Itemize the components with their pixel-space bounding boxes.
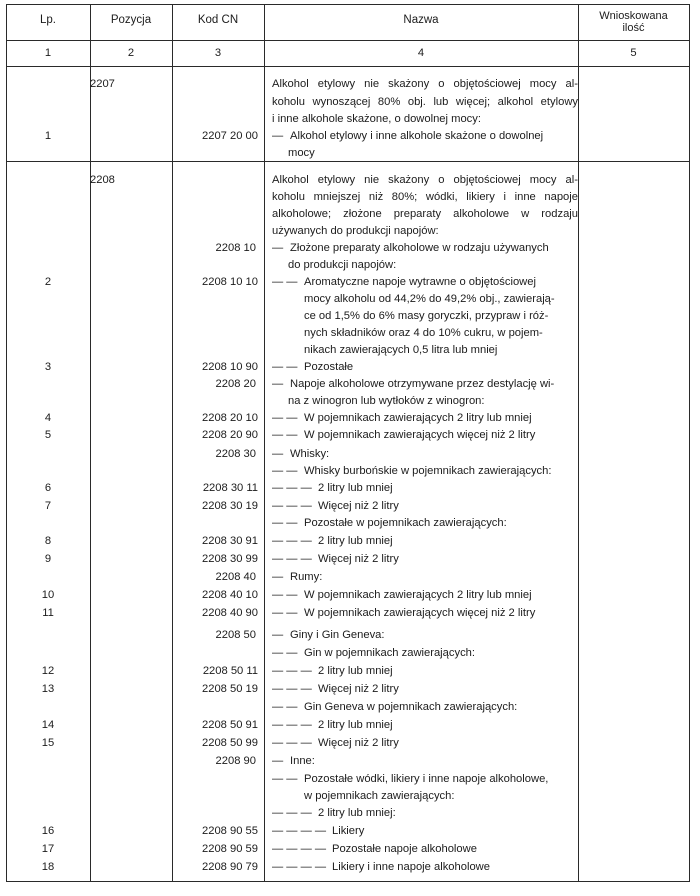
row-nazwa bbox=[272, 663, 393, 680]
row-lp: 13 bbox=[41, 683, 55, 695]
row-kod-cn: 2208 30 19 bbox=[202, 500, 258, 512]
table-row bbox=[0, 342, 700, 359]
row-nazwa bbox=[304, 325, 543, 342]
row-divider bbox=[6, 40, 689, 41]
table-row bbox=[0, 446, 700, 463]
header-pozycja: Pozycja bbox=[110, 14, 152, 26]
indent-dashes: — — — bbox=[272, 807, 312, 819]
table-row bbox=[0, 206, 700, 223]
row-kod-cn: 2208 30 bbox=[215, 448, 256, 460]
indent-dashes: — bbox=[272, 571, 284, 583]
row-lp: 2 bbox=[44, 276, 52, 288]
table-row bbox=[0, 569, 700, 586]
table-row bbox=[0, 359, 700, 376]
row-kod-cn: 2208 20 bbox=[215, 378, 256, 390]
table-row bbox=[0, 427, 700, 444]
row-pozycja: 2207 bbox=[90, 78, 115, 90]
row-nazwa-text: 2 litry lub mniej bbox=[318, 482, 393, 494]
indent-dashes: — — bbox=[272, 517, 298, 529]
row-nazwa bbox=[272, 427, 535, 444]
row-nazwa bbox=[272, 274, 536, 291]
table-row bbox=[0, 410, 700, 427]
row-nazwa bbox=[272, 128, 543, 145]
row-kod-cn: 2208 50 91 bbox=[202, 719, 258, 731]
indent-dashes: — — bbox=[272, 361, 298, 373]
row-nazwa bbox=[272, 841, 477, 858]
row-nazwa-text: Alkohol etylowy nie skażony o objętościowej mocy al- bbox=[272, 174, 578, 186]
table-row bbox=[0, 823, 700, 840]
row-nazwa bbox=[288, 257, 396, 274]
row-nazwa bbox=[272, 240, 549, 257]
row-nazwa-text: W pojemnikach zawierających więcej niż 2 litry bbox=[304, 607, 536, 619]
table-row bbox=[0, 223, 700, 240]
row-nazwa bbox=[288, 145, 315, 162]
table-row bbox=[0, 463, 700, 480]
row-nazwa bbox=[304, 308, 548, 325]
table-row bbox=[0, 172, 700, 189]
row-kod-cn: 2208 90 55 bbox=[202, 825, 258, 837]
row-nazwa bbox=[272, 735, 399, 752]
row-nazwa-text: Więcej niż 2 litry bbox=[318, 683, 399, 695]
row-kod-cn: 2208 30 11 bbox=[202, 482, 258, 494]
table-row bbox=[0, 376, 700, 393]
row-nazwa bbox=[272, 805, 396, 822]
row-nazwa bbox=[272, 753, 315, 770]
row-nazwa bbox=[272, 480, 393, 497]
row-nazwa-text: Inne: bbox=[290, 755, 315, 767]
row-nazwa bbox=[272, 172, 578, 189]
table-row bbox=[0, 663, 700, 680]
row-lp: 8 bbox=[44, 535, 52, 547]
indent-dashes: — — — bbox=[272, 553, 312, 565]
table-row bbox=[0, 515, 700, 532]
row-nazwa-text: W pojemnikach zawierających 2 litry lub mniej bbox=[304, 589, 532, 601]
table-row bbox=[0, 605, 700, 622]
table-row bbox=[0, 189, 700, 206]
table-border-bottom bbox=[6, 881, 689, 882]
row-nazwa-text: 2 litry lub mniej bbox=[318, 535, 393, 547]
row-nazwa-text: Whisky burbońskie w pojemnikach zawierających: bbox=[304, 465, 552, 477]
row-nazwa bbox=[272, 717, 393, 734]
table-row bbox=[0, 308, 700, 325]
row-nazwa bbox=[272, 569, 322, 586]
table-row bbox=[0, 240, 700, 257]
header-nazwa: Nazwa bbox=[403, 14, 439, 26]
row-lp: 5 bbox=[44, 429, 52, 441]
row-kod-cn: 2208 10 10 bbox=[202, 276, 258, 288]
indent-dashes: — bbox=[272, 448, 284, 460]
row-nazwa bbox=[272, 823, 364, 840]
row-kod-cn: 2208 20 90 bbox=[202, 429, 258, 441]
row-nazwa-text: koholu mniejszej niż 80%; wódki, likiery i inne napoje bbox=[272, 191, 578, 203]
table-row bbox=[0, 717, 700, 734]
row-nazwa-text: Więcej niż 2 litry bbox=[318, 553, 399, 565]
row-nazwa-text: 2 litry lub mniej bbox=[318, 665, 393, 677]
table-row bbox=[0, 841, 700, 858]
row-nazwa-text: Złożone preparaty alkoholowe w rodzaju używanych bbox=[290, 242, 549, 254]
table-row bbox=[0, 325, 700, 342]
table-row bbox=[0, 645, 700, 662]
row-nazwa-text: mocy bbox=[288, 147, 315, 159]
table-row bbox=[0, 498, 700, 515]
row-kod-cn: 2208 90 bbox=[215, 755, 256, 767]
column-number: 5 bbox=[630, 47, 637, 59]
indent-dashes: — — — bbox=[272, 737, 312, 749]
indent-dashes: — bbox=[272, 755, 284, 767]
row-kod-cn: 2208 30 91 bbox=[202, 535, 258, 547]
row-nazwa bbox=[272, 376, 554, 393]
row-nazwa bbox=[272, 681, 399, 698]
row-lp: 18 bbox=[41, 861, 55, 873]
row-nazwa bbox=[272, 206, 578, 223]
row-kod-cn: 2208 10 90 bbox=[202, 361, 258, 373]
row-nazwa bbox=[272, 498, 399, 515]
header-lp: Lp. bbox=[40, 14, 56, 26]
table-row bbox=[0, 551, 700, 568]
indent-dashes: — — — — bbox=[272, 843, 327, 855]
table-row bbox=[0, 699, 700, 716]
column-number: 2 bbox=[127, 47, 135, 59]
indent-dashes: — — — bbox=[272, 683, 312, 695]
row-nazwa bbox=[272, 533, 393, 550]
row-nazwa-text: Napoje alkoholowe otrzymywane przez destylację wi- bbox=[290, 378, 555, 390]
row-kod-cn: 2208 90 79 bbox=[202, 861, 258, 873]
indent-dashes: — bbox=[272, 242, 284, 254]
row-kod-cn: 2208 30 99 bbox=[202, 553, 258, 565]
row-lp: 14 bbox=[41, 719, 55, 731]
indent-dashes: — — — bbox=[272, 719, 312, 731]
header-wnioskowana: Wnioskowana bbox=[599, 10, 668, 22]
table-row bbox=[0, 771, 700, 788]
table-row bbox=[0, 145, 700, 162]
row-nazwa bbox=[272, 76, 578, 93]
row-nazwa bbox=[272, 587, 532, 604]
row-nazwa-text: Pozostałe wódki, likiery i inne napoje alkoholowe, bbox=[304, 773, 549, 785]
table-border-top bbox=[6, 4, 689, 5]
row-nazwa bbox=[272, 859, 490, 876]
row-nazwa-text: Alkohol etylowy i inne alkohole skażone o dowolnej bbox=[290, 130, 544, 142]
indent-dashes: — — bbox=[272, 607, 298, 619]
indent-dashes: — — — bbox=[272, 665, 312, 677]
indent-dashes: — bbox=[272, 378, 284, 390]
indent-dashes: — bbox=[272, 130, 284, 142]
row-nazwa bbox=[272, 771, 548, 788]
table-row bbox=[0, 291, 700, 308]
table-row bbox=[0, 480, 700, 497]
table-row bbox=[0, 128, 700, 145]
indent-dashes: — — bbox=[272, 773, 298, 785]
row-nazwa bbox=[304, 291, 555, 308]
indent-dashes: — — bbox=[272, 701, 298, 713]
row-lp: 12 bbox=[41, 665, 55, 677]
column-number: 3 bbox=[214, 47, 222, 59]
row-nazwa-text: Pozostałe bbox=[304, 361, 354, 373]
row-kod-cn: 2208 90 59 bbox=[202, 843, 258, 855]
row-nazwa-text: nikach zawierających 0,5 litra lub mniej bbox=[304, 344, 498, 356]
row-lp: 3 bbox=[44, 361, 52, 373]
row-pozycja: 2208 bbox=[90, 174, 115, 186]
row-nazwa-text: do produkcji napojów: bbox=[288, 259, 397, 271]
indent-dashes: — — — bbox=[272, 535, 312, 547]
header-ilosc: ilość bbox=[622, 22, 645, 34]
row-nazwa bbox=[272, 223, 439, 240]
row-kod-cn: 2208 50 11 bbox=[202, 665, 258, 677]
row-nazwa-text: Aromatyczne napoje wytrawne o objętościowej bbox=[304, 276, 536, 288]
row-nazwa bbox=[288, 393, 485, 410]
table-row bbox=[0, 111, 700, 128]
column-number: 1 bbox=[44, 47, 52, 59]
row-nazwa bbox=[272, 189, 578, 206]
row-nazwa-text: Gin Geneva w pojemnikach zawierających: bbox=[304, 701, 518, 713]
row-nazwa-text: mocy alkoholu od 44,2% do 49,2% obj., zawierają- bbox=[304, 293, 555, 305]
row-nazwa bbox=[304, 342, 497, 359]
indent-dashes: — — bbox=[272, 465, 298, 477]
table-row bbox=[0, 393, 700, 410]
row-nazwa-text: Whisky: bbox=[290, 448, 330, 460]
row-nazwa bbox=[272, 605, 535, 622]
row-kod-cn: 2208 50 19 bbox=[202, 683, 258, 695]
row-nazwa-text: alkoholowe; złożone preparaty alkoholowe w rodzaju bbox=[272, 208, 578, 220]
row-kod-cn: 2208 40 10 bbox=[202, 589, 258, 601]
row-divider bbox=[6, 66, 689, 67]
row-nazwa bbox=[272, 645, 475, 662]
row-nazwa-text: Pozostałe w pojemnikach zawierających: bbox=[304, 517, 507, 529]
row-nazwa-text: Likiery i inne napoje alkoholowe bbox=[332, 861, 490, 873]
row-nazwa-text: W pojemnikach zawierających więcej niż 2 litry bbox=[304, 429, 536, 441]
table-row bbox=[0, 859, 700, 876]
row-nazwa bbox=[272, 94, 578, 111]
table-row bbox=[0, 76, 700, 93]
indent-dashes: — — bbox=[272, 429, 298, 441]
row-nazwa bbox=[272, 446, 329, 463]
header-kod-cn: Kod CN bbox=[197, 14, 239, 26]
row-lp: 16 bbox=[41, 825, 55, 837]
indent-dashes: — — bbox=[272, 276, 298, 288]
table-row bbox=[0, 735, 700, 752]
row-lp: 10 bbox=[41, 589, 55, 601]
row-kod-cn: 2208 50 99 bbox=[202, 737, 258, 749]
row-nazwa bbox=[272, 699, 517, 716]
row-nazwa-text: koholu wynoszącej 80% obj. lub więcej; alkohol etylowy bbox=[272, 96, 578, 108]
indent-dashes: — — bbox=[272, 647, 298, 659]
row-nazwa bbox=[272, 410, 532, 427]
row-kod-cn: 2208 10 bbox=[215, 242, 256, 254]
indent-dashes: — — bbox=[272, 412, 298, 424]
row-lp: 7 bbox=[44, 500, 52, 512]
row-nazwa bbox=[272, 111, 481, 128]
indent-dashes: — — — bbox=[272, 482, 312, 494]
row-lp: 9 bbox=[44, 553, 52, 565]
indent-dashes: — — — bbox=[272, 500, 312, 512]
row-nazwa-text: nych składników oraz 4 do 10% cukru, w pojem- bbox=[304, 327, 543, 339]
row-nazwa-text: 2 litry lub mniej: bbox=[318, 807, 396, 819]
row-nazwa bbox=[304, 788, 454, 805]
row-nazwa-text: 2 litry lub mniej bbox=[318, 719, 393, 731]
table-row bbox=[0, 753, 700, 770]
table-row bbox=[0, 533, 700, 550]
table-row bbox=[0, 627, 700, 644]
row-kod-cn: 2208 40 90 bbox=[202, 607, 258, 619]
row-kod-cn: 2208 50 bbox=[215, 629, 256, 641]
table-row bbox=[0, 257, 700, 274]
row-nazwa bbox=[272, 359, 353, 376]
table-row bbox=[0, 788, 700, 805]
table-row bbox=[0, 681, 700, 698]
row-nazwa-text: Więcej niż 2 litry bbox=[318, 737, 399, 749]
column-number: 4 bbox=[417, 47, 425, 59]
indent-dashes: — — bbox=[272, 589, 298, 601]
row-nazwa-text: Rumy: bbox=[290, 571, 323, 583]
row-kod-cn: 2208 40 bbox=[215, 571, 256, 583]
row-nazwa bbox=[272, 551, 399, 568]
row-lp: 4 bbox=[44, 412, 52, 424]
row-kod-cn: 2208 20 10 bbox=[202, 412, 258, 424]
row-nazwa-text: Likiery bbox=[332, 825, 365, 837]
row-kod-cn: 2207 20 00 bbox=[202, 130, 258, 142]
row-nazwa-text: W pojemnikach zawierających 2 litry lub mniej bbox=[304, 412, 532, 424]
indent-dashes: — — — — bbox=[272, 825, 327, 837]
row-lp: 6 bbox=[44, 482, 52, 494]
row-nazwa-text: ce od 1,5% do 6% masy goryczki, przypraw i róż- bbox=[304, 310, 549, 322]
row-nazwa-text: w pojemnikach zawierających: bbox=[304, 790, 455, 802]
row-nazwa-text: Więcej niż 2 litry bbox=[318, 500, 399, 512]
row-lp: 11 bbox=[42, 607, 54, 619]
table-row bbox=[0, 587, 700, 604]
row-nazwa-text: Gin w pojemnikach zawierających: bbox=[304, 647, 475, 659]
table-row bbox=[0, 274, 700, 291]
row-lp: 15 bbox=[41, 737, 55, 749]
row-nazwa-text: Pozostałe napoje alkoholowe bbox=[332, 843, 477, 855]
indent-dashes: — bbox=[272, 629, 284, 641]
row-nazwa bbox=[272, 627, 385, 644]
row-nazwa-text: Giny i Gin Geneva: bbox=[290, 629, 385, 641]
row-nazwa bbox=[272, 515, 507, 532]
row-lp: 1 bbox=[44, 130, 52, 142]
row-nazwa-text: na z winogron lub wytłoków z winogron: bbox=[288, 395, 485, 407]
row-nazwa-text: używanych do produkcji napojów: bbox=[272, 225, 439, 237]
row-nazwa bbox=[272, 463, 551, 480]
row-nazwa-text: i inne alkohole skażone, o dowolnej mocy: bbox=[272, 113, 481, 125]
row-nazwa-text: Alkohol etylowy nie skażony o objętościowej mocy al- bbox=[272, 78, 578, 90]
row-lp: 17 bbox=[41, 843, 55, 855]
indent-dashes: — — — — bbox=[272, 861, 327, 873]
table-row bbox=[0, 805, 700, 822]
table-row bbox=[0, 94, 700, 111]
